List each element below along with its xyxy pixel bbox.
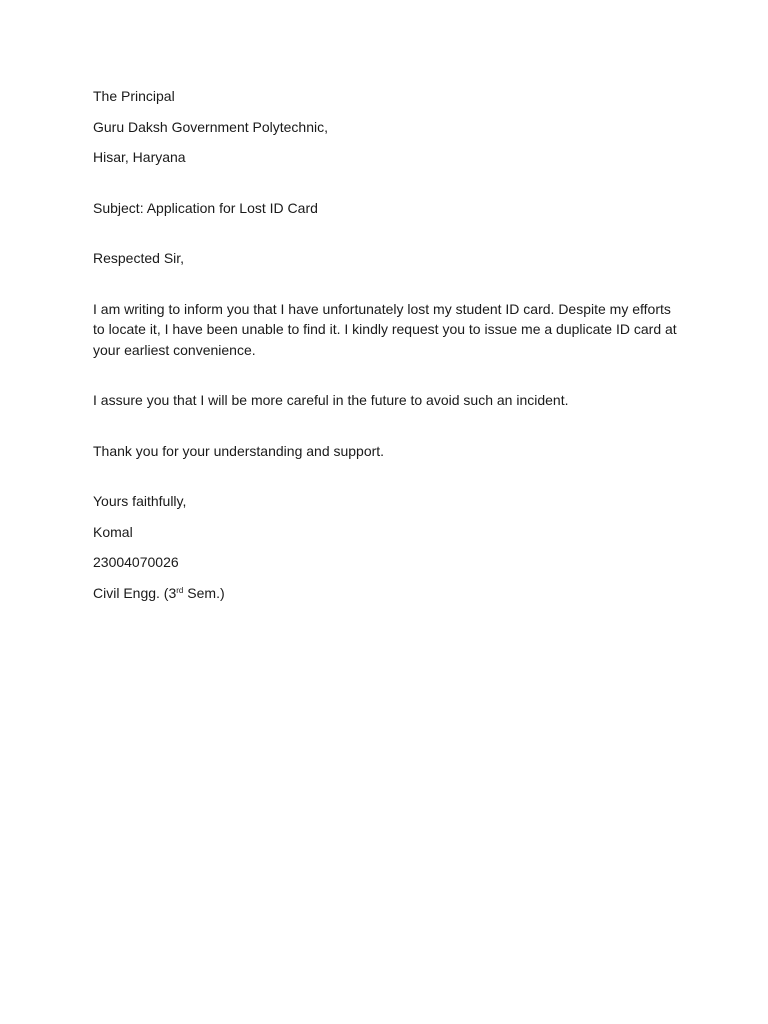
sender-name: Komal (93, 523, 133, 540)
course-suffix: Sem.) (183, 584, 225, 601)
subject-line: Subject: Application for Lost ID Card (93, 199, 318, 216)
spacer (93, 370, 683, 390)
spacer (93, 279, 683, 299)
letter-body (93, 86, 683, 613)
recipient-location: Hisar, Haryana (93, 149, 186, 165)
body-paragraph-3: Thank you for your understanding and support. (93, 442, 385, 459)
spacer (93, 421, 683, 441)
body-paragraph-2: I assure you that I will be more careful in the future to avoid such an incident. (93, 392, 569, 408)
recipient-institution: Guru Daksh Government Polytechnic, (93, 118, 328, 135)
salutation: Respected Sir, (93, 250, 185, 266)
course-semester (93, 583, 683, 604)
recipient-title: The Principal (93, 88, 175, 104)
course-prefix: Civil Engg. (3 (93, 584, 177, 601)
roll-number: 23004070026 (93, 554, 179, 570)
complimentary-close: Yours faithfully, (93, 493, 187, 509)
spacer (93, 471, 683, 491)
spacer (93, 228, 683, 248)
ordinal-superscript: rd (176, 585, 184, 595)
body-paragraph-1: I am writing to inform you that I have unfortunately lost my student ID card. Despite my efforts to locate it, I have been unable to find it. I kindly request you to issue me a duplicate ID card at your earliest convenience. (93, 300, 677, 358)
spacer (93, 178, 683, 198)
